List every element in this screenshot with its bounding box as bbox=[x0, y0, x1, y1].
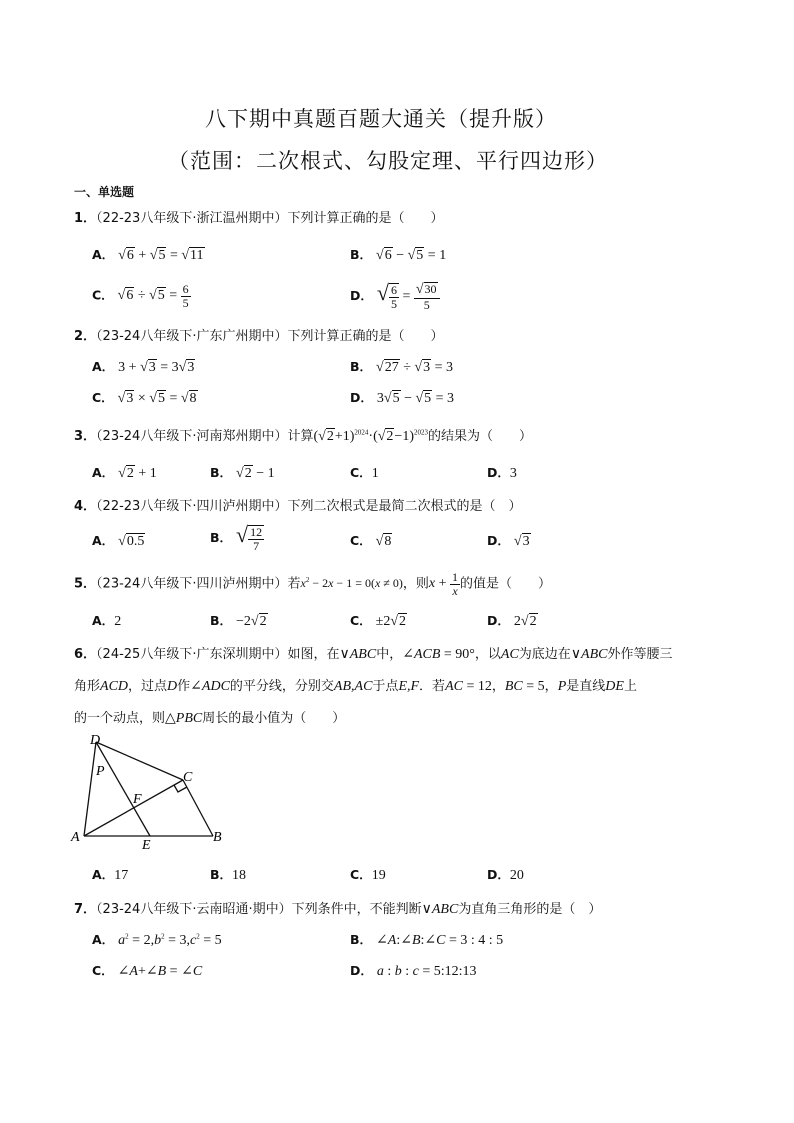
option-label: B． bbox=[210, 530, 233, 545]
label-P: P bbox=[96, 764, 105, 779]
question-text: 的平分线，分别交 bbox=[229, 679, 334, 694]
segment-dc bbox=[96, 742, 183, 780]
question-text: 上 bbox=[623, 679, 637, 694]
option-value: 17 bbox=[114, 868, 129, 883]
q5-option-b[interactable] bbox=[210, 611, 268, 630]
question-2-stem bbox=[74, 325, 443, 344]
option-math: 3√5 − √5 = 3 bbox=[376, 391, 455, 406]
question-text: 是直线 bbox=[566, 679, 606, 694]
option-math: 3 + √3 = 3√3 bbox=[118, 360, 195, 375]
segment-cb bbox=[183, 780, 213, 836]
question-number: 6． bbox=[74, 647, 97, 662]
option-math: ±2√2 bbox=[375, 614, 407, 629]
question-text: 计算 bbox=[287, 429, 314, 444]
q2-option-c[interactable] bbox=[92, 388, 198, 407]
page-subtitle: （范围：二次根式、勾股定理、平行四边形） bbox=[168, 149, 608, 173]
option-label: D． bbox=[350, 390, 373, 405]
question-text: 若 bbox=[287, 576, 301, 592]
option-math: √6 ÷ √5 = $\frac{6}{5}$ bbox=[117, 282, 189, 310]
question-source: （23-24八年级下·广东广州期中） bbox=[96, 329, 288, 344]
question-5-stem bbox=[74, 571, 551, 597]
question-number: 7． bbox=[74, 902, 97, 917]
label-E: E bbox=[142, 838, 151, 853]
option-label: D． bbox=[487, 613, 510, 628]
page-title: 八下期中真题百题大通关（提升版） bbox=[205, 107, 557, 131]
question-text: ， bbox=[544, 679, 558, 694]
question-math: x + $\frac{1}{x}$ bbox=[428, 570, 459, 598]
option-label: D． bbox=[350, 963, 373, 978]
question-number: 3． bbox=[74, 429, 97, 444]
option-label: D． bbox=[487, 867, 510, 882]
question-7-stem bbox=[74, 898, 601, 918]
question-math: ACD bbox=[100, 679, 129, 694]
question-4-stem bbox=[74, 495, 521, 514]
question-text: ， bbox=[491, 679, 505, 694]
option-label: C． bbox=[350, 465, 372, 480]
option-label: D． bbox=[487, 465, 510, 480]
q1-option-d[interactable] bbox=[350, 280, 440, 311]
option-math: √2 + 1 bbox=[118, 466, 157, 481]
question-text: ，以 bbox=[474, 647, 501, 662]
option-label: B． bbox=[210, 867, 233, 882]
q6-option-b[interactable] bbox=[210, 865, 246, 884]
question-math: AC bbox=[500, 647, 519, 662]
option-math: √3 bbox=[513, 534, 530, 549]
question-text: 的一个动点，则 bbox=[74, 711, 166, 726]
q5-option-d[interactable] bbox=[487, 611, 538, 630]
segment-ad bbox=[84, 742, 96, 836]
question-text: 作 bbox=[177, 679, 191, 694]
question-source: （22-23八年级下·浙江温州期中） bbox=[96, 211, 288, 226]
option-label: A． bbox=[92, 613, 115, 628]
q6-option-a[interactable] bbox=[92, 865, 128, 884]
question-text: 为直角三角形的是（ ） bbox=[458, 902, 602, 917]
question-text: 下列计算正确的是（ ） bbox=[287, 211, 444, 226]
question-text: 外作等腰三 bbox=[607, 647, 673, 662]
option-math: √0.5 bbox=[118, 534, 145, 549]
question-text: 下列计算正确的是（ ） bbox=[287, 329, 444, 344]
option-label: C． bbox=[92, 963, 114, 978]
question-number: 4． bbox=[74, 499, 97, 514]
option-value: 1 bbox=[371, 466, 379, 481]
question-6-line-2 bbox=[74, 675, 637, 695]
option-label: C． bbox=[350, 613, 372, 628]
option-math: a : b : c = 5:12:13 bbox=[376, 964, 477, 979]
option-label: C． bbox=[92, 287, 114, 303]
q5-option-c[interactable] bbox=[350, 611, 407, 630]
q6-option-c[interactable] bbox=[350, 865, 386, 884]
label-A: A bbox=[71, 830, 80, 845]
q3-option-b[interactable] bbox=[210, 463, 275, 482]
q4-option-d[interactable] bbox=[487, 531, 531, 550]
option-math: √6 + √5 = √11 bbox=[118, 248, 204, 263]
option-value: 2 bbox=[114, 614, 122, 629]
question-source: （24-25八年级下·广东深圳期中） bbox=[96, 647, 288, 662]
q7-option-d[interactable] bbox=[350, 961, 477, 980]
q7-option-c[interactable] bbox=[92, 961, 202, 980]
question-source: （23-24八年级下·云南昭通·期中） bbox=[96, 902, 292, 917]
question-number: 2． bbox=[74, 329, 97, 344]
q3-option-c[interactable] bbox=[350, 463, 379, 482]
question-text: 中， bbox=[376, 647, 403, 662]
option-label: A． bbox=[92, 533, 115, 548]
option-math: $a^2 = 2,b^2 = 3,c^2 = 5$ bbox=[118, 932, 222, 948]
question-text: 周长的最小值为（ ） bbox=[202, 711, 346, 726]
option-value: 20 bbox=[509, 868, 524, 883]
question-6-line-1 bbox=[74, 643, 673, 663]
question-math: AB,AC bbox=[333, 679, 373, 694]
question-math: BC = 5 bbox=[504, 679, 545, 694]
question-text: 角形 bbox=[74, 679, 101, 694]
option-label: C． bbox=[350, 867, 372, 882]
segment-de bbox=[96, 742, 150, 836]
question-number: 1． bbox=[74, 211, 97, 226]
label-D: D bbox=[90, 733, 101, 748]
question-text: ，过点 bbox=[128, 679, 168, 694]
q3-option-d[interactable] bbox=[487, 463, 517, 482]
label-C: C bbox=[183, 770, 193, 785]
option-math: √ $\frac{6}{5}$ = $\frac{√30}{5}$ bbox=[377, 289, 440, 304]
question-math: P bbox=[557, 679, 567, 694]
question-math: ∨ABC bbox=[339, 647, 377, 662]
option-math: √3 × √5 = √8 bbox=[117, 391, 197, 406]
q5-option-a[interactable] bbox=[92, 611, 121, 630]
option-label: C． bbox=[350, 533, 372, 548]
question-text: 如图，在 bbox=[287, 647, 340, 662]
question-math: ∨ABC bbox=[570, 647, 608, 662]
option-math: ∠A:∠B:∠C = 3 : 4 : 5 bbox=[376, 933, 504, 948]
q6-option-d[interactable] bbox=[487, 865, 524, 884]
question-math: DE bbox=[605, 679, 624, 694]
option-label: A． bbox=[92, 932, 115, 947]
question-math: AC = 12 bbox=[445, 679, 492, 694]
q1-option-b[interactable] bbox=[350, 245, 446, 264]
option-value: 18 bbox=[232, 868, 247, 883]
option-label: A． bbox=[92, 247, 115, 262]
right-angle-mark bbox=[174, 785, 187, 792]
question-math: ∨ABC bbox=[421, 902, 459, 917]
question-6-line-3 bbox=[74, 707, 345, 727]
question-math: $x^2 - 2x - 1 = 0(x \ne 0)$ bbox=[300, 576, 403, 591]
option-label: C． bbox=[92, 390, 114, 405]
q4-option-a[interactable] bbox=[92, 531, 145, 550]
option-label: A． bbox=[92, 867, 115, 882]
q6-geometry-figure bbox=[66, 730, 236, 854]
question-text: 的值是（ ） bbox=[460, 576, 552, 592]
question-text: ．若 bbox=[419, 679, 446, 694]
option-math: 2√2 bbox=[513, 614, 537, 629]
q2-option-d[interactable] bbox=[350, 388, 454, 407]
option-label: D． bbox=[350, 288, 373, 303]
option-math: √27 ÷ √3 = 3 bbox=[376, 360, 453, 375]
option-math: √6 − √5 = 1 bbox=[376, 248, 447, 263]
question-text: 下列二次根式是最简二次根式的是（ ） bbox=[287, 499, 522, 514]
question-math: ∠ADC bbox=[190, 679, 230, 694]
option-label: B． bbox=[350, 932, 373, 947]
option-math: √8 bbox=[375, 534, 392, 549]
option-label: A． bbox=[92, 465, 115, 480]
question-text: ，则 bbox=[402, 576, 429, 592]
question-source: （22-23八年级下·四川泸州期中） bbox=[96, 499, 288, 514]
question-math: ∠ACB = 90° bbox=[402, 647, 475, 662]
option-math: √2 − 1 bbox=[236, 466, 275, 481]
q2-option-a[interactable] bbox=[92, 357, 195, 376]
option-label: B． bbox=[350, 359, 373, 374]
question-3-stem bbox=[74, 425, 532, 445]
option-label: B． bbox=[210, 613, 233, 628]
question-1-stem bbox=[74, 207, 443, 226]
option-math: ∠A+∠B = ∠C bbox=[117, 964, 203, 979]
question-source: （23-24八年级下·河南郑州期中） bbox=[96, 429, 288, 444]
q7-option-a[interactable] bbox=[92, 930, 222, 949]
label-F: F bbox=[133, 792, 142, 807]
question-math: D bbox=[167, 679, 178, 694]
q7-option-b[interactable] bbox=[350, 930, 503, 949]
option-value: 3 bbox=[509, 466, 517, 481]
option-math: −2√2 bbox=[236, 614, 267, 629]
question-math: △PBC bbox=[165, 711, 203, 726]
question-text: 于点 bbox=[372, 679, 399, 694]
option-label: A． bbox=[92, 359, 115, 374]
label-B: B bbox=[213, 830, 222, 845]
option-label: B． bbox=[210, 465, 233, 480]
option-label: D． bbox=[487, 533, 510, 548]
q3-option-a[interactable] bbox=[92, 463, 157, 482]
q1-option-c[interactable] bbox=[92, 283, 191, 309]
question-text: 为底边在 bbox=[518, 647, 571, 662]
question-source: （23-24八年级下·四川泸州期中） bbox=[96, 576, 288, 592]
question-number: 5． bbox=[74, 576, 97, 592]
section-heading: 一、单选题 bbox=[74, 185, 135, 199]
q4-option-c[interactable] bbox=[350, 531, 392, 550]
question-math: E,F bbox=[398, 679, 420, 694]
question-text: 下列条件中，不能判断 bbox=[291, 902, 422, 917]
question-text: 的结果为（ ） bbox=[427, 429, 532, 444]
q1-option-a[interactable] bbox=[92, 245, 205, 264]
q4-option-b[interactable] bbox=[210, 522, 264, 552]
option-math: √ $\frac{12}{7}$ bbox=[236, 522, 263, 553]
q2-option-b[interactable] bbox=[350, 357, 453, 376]
option-label: B． bbox=[350, 247, 373, 262]
option-value: 19 bbox=[371, 868, 386, 883]
question-math: $(√2+1)^{2024}\cdot(√2-1)^{2023}$ bbox=[313, 428, 428, 444]
